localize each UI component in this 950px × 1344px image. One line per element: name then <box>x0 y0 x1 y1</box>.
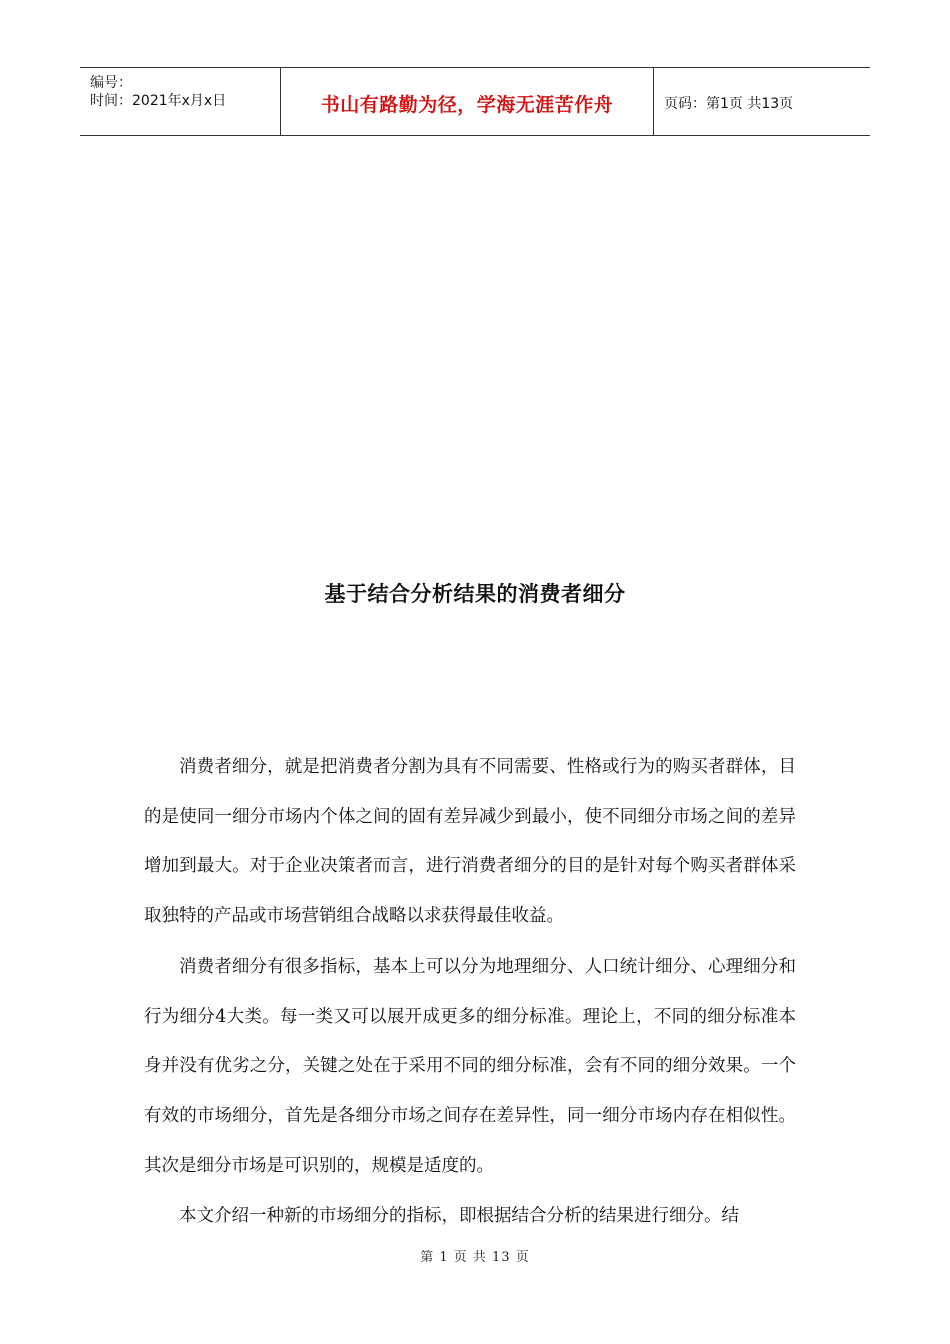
header-motto-cell <box>281 68 654 135</box>
document-date-label: 时间：2021年x月x日 <box>90 93 227 109</box>
header-page-info: 页码：第1页 共13页 <box>664 95 794 112</box>
header-page-cell <box>654 68 870 135</box>
document-body <box>144 743 796 1242</box>
document-header <box>80 67 870 136</box>
header-motto: 书山有路勤为径，学海无涯苦作舟 <box>320 94 614 116</box>
body-paragraph: 消费者细分有很多指标，基本上可以分为地理细分、人口统计细分、心理细分和行为细分4大类。每一类又可以展开成更多的细分标准。理论上，不同的细分标准本身并没有优劣之分，关键之处在于采用不同的细分标准，会有不同的细分效果。一个有效的市场细分，首先是各细分市场之间存在差异性，同一细分市场内存在相似性。其次是细分市场是可识别的，规模是适度的。 <box>144 956 796 1176</box>
document-number-label: 编号： <box>90 75 132 91</box>
header-meta-cell <box>80 68 281 135</box>
body-paragraph: 本文介绍一种新的市场细分的指标，即根据结合分析的结果进行细分。结 <box>179 1206 739 1227</box>
body-paragraph: 消费者细分，就是把消费者分割为具有不同需要、性格或行为的购买者群体，目的是使同一细分市场内个体之间的固有差异减少到最小，使不同细分市场之间的差异增加到最大。对于企业决策者而言，进行消费者细分的目的是针对每个购买者群体采取独特的产品或市场营销组合战略以求获得最佳收益。 <box>144 757 796 927</box>
document-title: 基于结合分析结果的消费者细分 <box>324 582 626 606</box>
page-footer: 第 1 页 共 13 页 <box>420 1250 530 1265</box>
